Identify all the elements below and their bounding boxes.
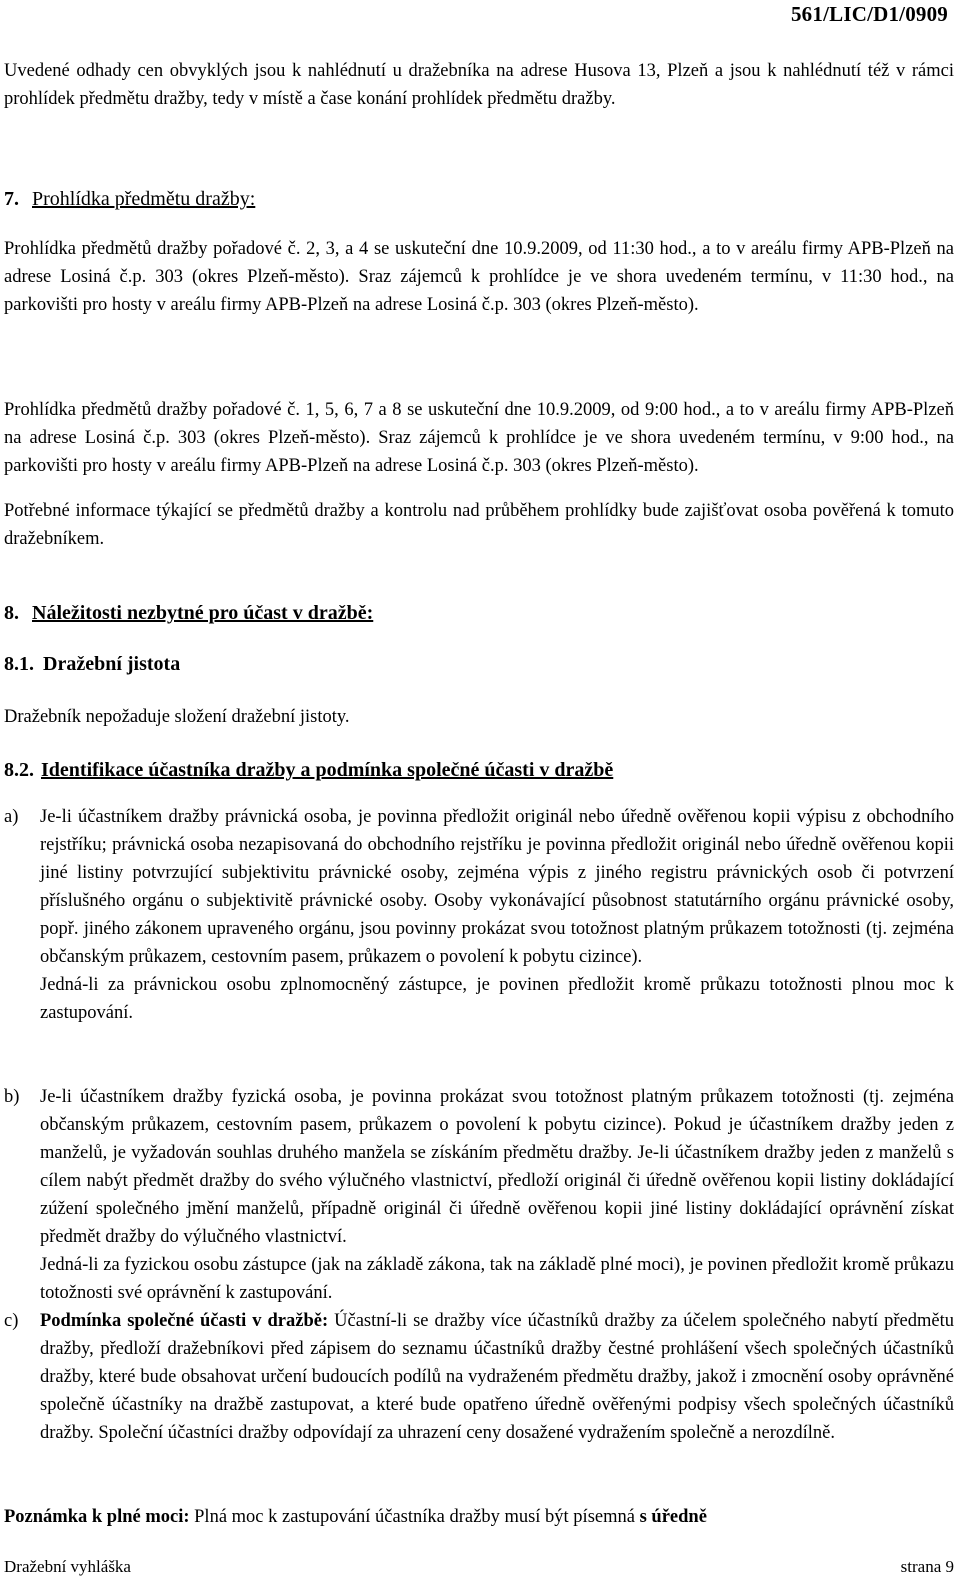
section-8-2-title: Identifikace účastníka dražby a podmínka společné účasti v dražbě xyxy=(41,759,614,781)
list-c-text: Účastní-li se dražby více účastníků dražby za účelem společného nabytí předmětu dražby, předloží dražebníkovi před zápisem do seznamu účastníků dražby čestné prohlášení všech společných účastníků dražby, které bude obsahovat určení budoucích podílů na vydraženém předmětu dražby, jakož i zmocnění osoby oprávněné společně účastníky na dražbě zastupovat, a které bude opatřeno úředně ověřenými podpisy všech společných účastníků dražby. Společní účastníci dražby odpovídají za uhrazení ceny dosažené vydražením společně a nerozdílně. xyxy=(40,1311,955,1443)
section-8-title: Náležitosti nezbytné pro účast v dražbě: xyxy=(32,602,374,624)
list-body-a xyxy=(40,803,954,1027)
section-8-2-number: 8.2. xyxy=(4,759,34,781)
list-marker-c: c) xyxy=(4,1311,19,1331)
section-8-heading xyxy=(4,599,373,627)
section-8-1-heading xyxy=(4,650,180,678)
page-footer xyxy=(4,1556,954,1578)
power-of-attorney-note xyxy=(4,1503,954,1531)
footer-page-number: strana 9 xyxy=(900,1557,954,1576)
section-8-1-text: Dražebník nepožaduje složení dražební jistoty. xyxy=(4,707,350,727)
note-text: Plná moc k zastupování účastníka dražby musí být písemná xyxy=(194,1507,635,1527)
list-a-paragraph-1: Je-li účastníkem dražby právnická osoba, je povinna předložit originál nebo úředně ověřenou kopii výpisu z obchodního rejstříku; právnická osoba nezapisovaná do obchodního rejstříku je povinna předložit originál nebo úředně ověřenou kopii jiné listiny potvrzující subjektivitu právnické osoby, zejména výpis z jiného registru právnických osob či potvrzení příslušného orgánu o subjektivitě právnické osoby. Osoby vykonávající působnost statutárního orgánu právnické osoby, popř. jiného zákonem upraveného orgánu, jsou povinny prokázat svou totožnost platným průkazem totožnosti (tj. zejména občanským průkazem, cestovním pasem, průkazem o povolení k pobytu cizince). xyxy=(40,807,954,967)
section-7-title: Prohlídka předmětu dražby: xyxy=(32,188,256,210)
document-reference: 561/LIC/D1/0909 xyxy=(790,2,948,26)
list-b-paragraph-2: Jedná-li za fyzickou osobu zástupce (jak na základě zákona, tak na základě plné moci), je povinen předložit kromě průkazu totožnosti své oprávnění k zastupování. xyxy=(40,1255,954,1303)
list-c-paragraph xyxy=(40,1307,954,1447)
list-marker-b: b) xyxy=(4,1087,20,1107)
section-8-2-heading xyxy=(4,756,613,784)
note-bold-end: s úředně xyxy=(639,1507,707,1527)
footer-title: Dražební vyhláška xyxy=(4,1557,131,1576)
list-b-paragraph-1: Je-li účastníkem dražby fyzická osoba, je povinna prokázat svou totožnost platným průkazem totožnosti (tj. zejména občanským průkazem, cestovním pasem, průkazem o povolení k pobytu cizince). Pokud je účastníkem dražby jeden z manželů, je vyžadován souhlas druhého manžela se získáním předmětu dražby. Je-li účastníkem dražby jeden z manželů s cílem nabýt předmět dražby do svého výlučného vlastnictví, předloží originál či úředně ověřenou kopii listiny dokládající zúžení společného jmění manželů, případně originál či úředně ověřenou kopii jiné listiny dokládající oprávnění získat předmět dražby do výlučného vlastnictví. xyxy=(40,1087,954,1247)
section-8-number: 8. xyxy=(4,602,19,624)
section-7-paragraph-1: Prohlídka předmětů dražby pořadové č. 2, 3, a 4 se uskuteční dne 10.9.2009, od 11:30 hod., a to v areálu firmy APB-Plzeň na adrese Losiná č.p. 303 (okres Plzeň-město). Sraz zájemců k prohlídce je ve shora uvedeném termínu, v 11:30 hod., na parkovišti pro hosty v areálu firmy APB-Plzeň na adrese Losiná č.p. 303 (okres Plzeň-město). xyxy=(4,239,954,315)
section-7-paragraph-2: Prohlídka předmětů dražby pořadové č. 1, 5, 6, 7 a 8 se uskuteční dne 10.9.2009, od 9:00 hod., a to v areálu firmy APB-Plzeň na adrese Losiná č.p. 303 (okres Plzeň-město). Sraz zájemců k prohlídce je ve shora uvedeném termínu, v 9:00 hod., na parkovišti pro hosty v areálu firmy APB-Plzeň na adrese Losiná č.p. 303 (okres Plzeň-město). xyxy=(4,400,954,476)
section-7-number: 7. xyxy=(4,188,19,210)
list-marker-a: a) xyxy=(4,807,19,827)
list-body-c xyxy=(40,1307,954,1447)
section-8-1-number: 8.1. xyxy=(4,653,34,675)
section-7-paragraph-3: Potřebné informace týkající se předmětů dražby a kontrolu nad průběhem prohlídky bude zajišťovat osoba pověřená k tomuto dražebníkem. xyxy=(4,501,954,549)
list-c-bold-lead: Podmínka společné účasti v dražbě: xyxy=(40,1311,329,1331)
section-8-1-title: Dražební jistota xyxy=(43,653,181,675)
list-body-b xyxy=(40,1083,954,1307)
list-a-paragraph-2: Jedná-li za právnickou osobu zplnomocněný zástupce, je povinen předložit kromě průkazu totožnosti plnou moc k zastupování. xyxy=(40,975,954,1023)
section-7-heading xyxy=(4,185,255,213)
intro-paragraph: Uvedené odhady cen obvyklých jsou k nahlédnutí u dražebníka na adrese Husova 13, Plzeň a jsou k nahlédnutí též v rámci prohlídek předmětu dražby, tedy v místě a čase konání prohlídek předmětu dražby. xyxy=(4,61,954,109)
note-label: Poznámka k plné moci: xyxy=(4,1507,190,1527)
